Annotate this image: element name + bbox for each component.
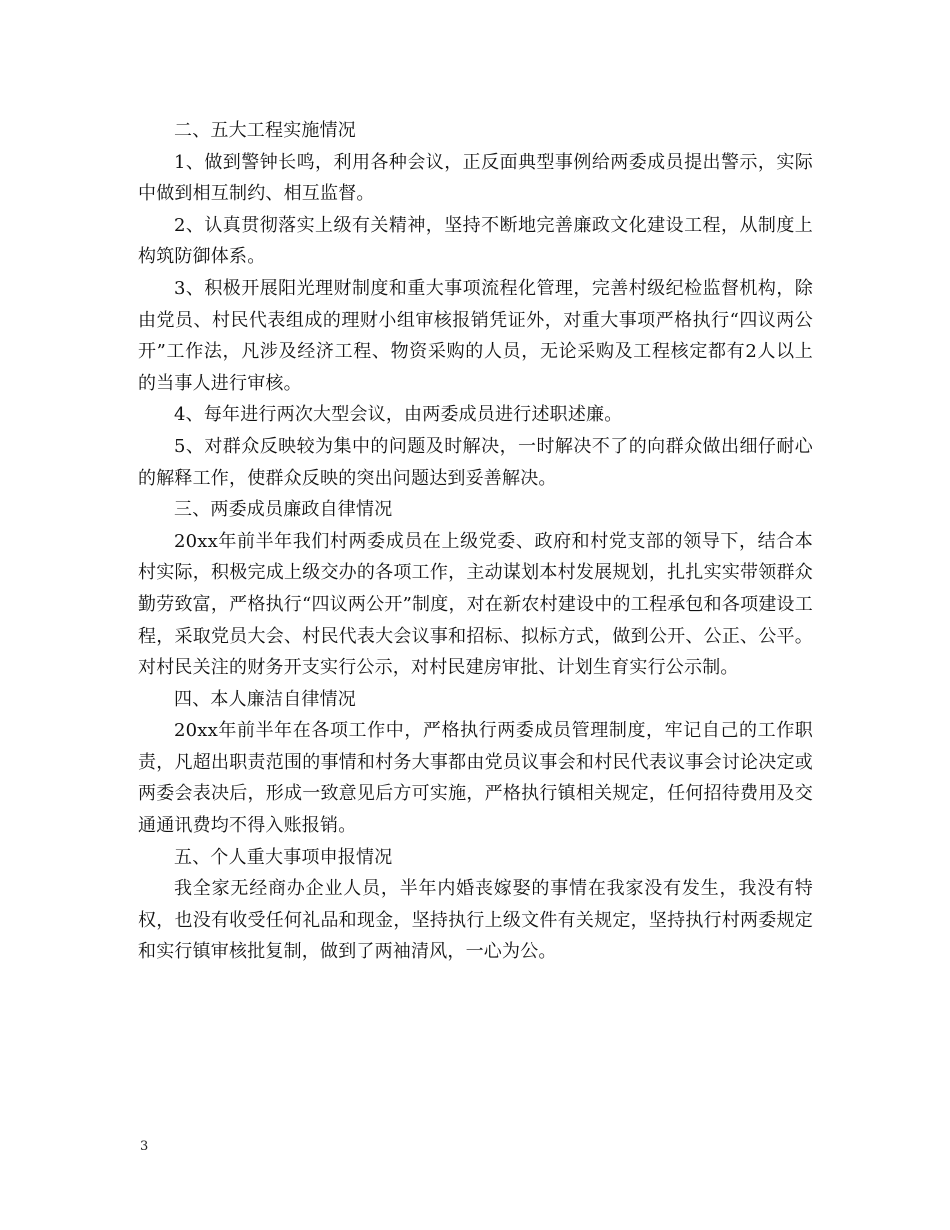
paragraph-item-4: 4、每年进行两次大型会议，由两委成员进行述职述廉。 [174,404,623,426]
paragraph-item-1: 1、做到警钟长鸣，利用各种会议，正反面典型事例给两委成员提出警示，实际中做到相互制约、相互监督。 [138,151,813,205]
document-body [138,115,813,968]
paragraph-item-5: 5、对群众反映较为集中的问题及时解决，一时解决不了的向群众做出细仔耐心的解释工作，使群众反映的突出问题达到妥善解决。 [138,435,813,489]
section-heading-personal-integrity: 四、本人廉洁自律情况 [174,688,356,710]
paragraph-item-2: 2、认真贯彻落实上级有关精神，坚持不断地完善廉政文化建设工程，从制度上构筑防御体系。 [138,214,813,268]
paragraph-personal-matters: 我全家无经商办企业人员，半年内婚丧嫁娶的事情在我家没有发生，我没有特权，也没有收受任何礼品和现金，坚持执行上级文件有关规定，坚持执行村两委规定和实行镇审核批复制，做到了两袖清风，一心为公。 [138,878,813,963]
paragraph-personal-integrity: 20xx年前半年在各项工作中，严格执行两委成员管理制度，牢记自己的工作职责，凡超出职责范围的事情和村务大事都由党员议事会和村民代表议事会讨论决定或两委会表决后，形成一致意见后方可实施，严格执行镇相关规定，任何招待费用及交通通讯费均不得入账报销。 [138,720,813,837]
page-number: 3 [140,1139,149,1154]
section-heading-committee-integrity: 三、两委成员廉政自律情况 [174,499,393,521]
paragraph-item-3: 3、积极开展阳光理财制度和重大事项流程化管理，完善村级纪检监督机构，除由党员、村民代表组成的理财小组审核报销凭证外，对重大事项严格执行“四议两公开”工作法，凡涉及经济工程、物资采购的人员，无论采购及工程核定都有2人以上的当事人进行审核。 [138,277,813,394]
paragraph-committee-integrity: 20xx年前半年我们村两委成员在上级党委、政府和村党支部的领导下，结合本村实际，积极完成上级交办的各项工作，主动谋划本村发展规划，扎扎实实带领群众勤劳致富，严格执行“四议两公开”制度，对在新农村建设中的工程承包和各项建设工程，采取党员大会、村民代表大会议事和招标、拟标方式，做到公开、公正、公平。对村民关注的财务开支实行公示，对村民建房审批、计划生育实行公示制。 [138,530,813,679]
section-heading-five-projects: 二、五大工程实施情况 [174,120,356,141]
section-heading-personal-matters: 五、个人重大事项申报情况 [174,846,393,868]
